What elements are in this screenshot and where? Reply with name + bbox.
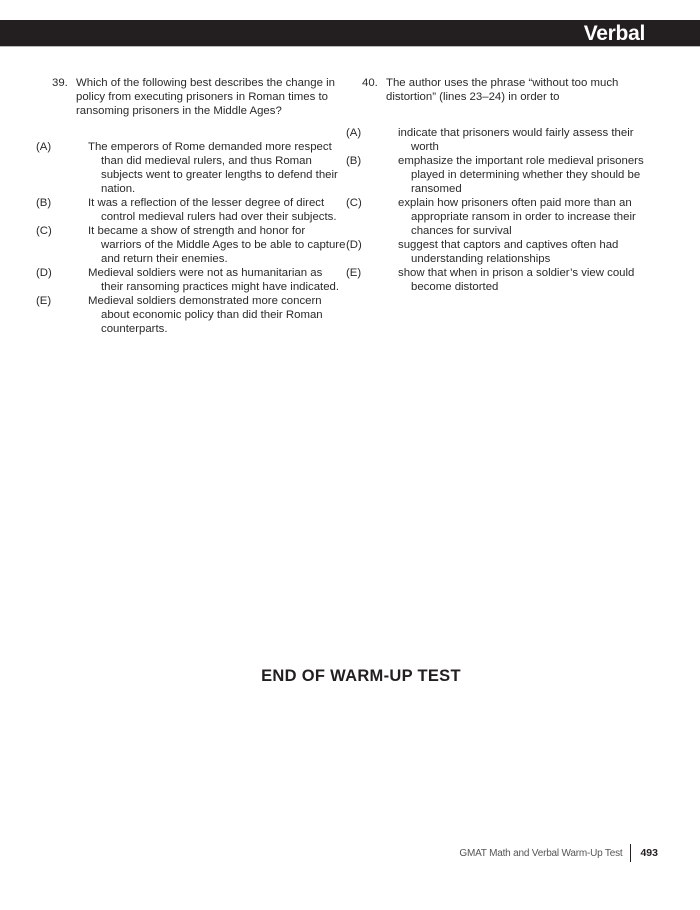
choice-text: Medieval soldiers demonstrated more concern about economic policy than did their Roman counterparts. [88, 295, 323, 335]
answer-choice-e[interactable] [36, 294, 347, 336]
answer-choice-d[interactable] [346, 238, 657, 266]
choice-text: emphasize the important role medieval prisoners played in determining whether they should be ransomed [398, 155, 644, 195]
choice-letter: (B) [346, 155, 362, 167]
page-footer [459, 845, 658, 861]
question-stem: The author uses the phrase “without too much distortion” (lines 23–24) in order to [386, 77, 619, 103]
choice-text: It became a show of strength and honor for warriors of the Middle Ages to be able to capture and return their enemies. [88, 225, 346, 265]
question-column-right [346, 76, 657, 294]
answer-choices [36, 140, 347, 336]
end-of-test-heading: END OF WARM-UP TEST [261, 667, 461, 685]
choice-letter: (D) [346, 239, 362, 251]
choice-letter: (A) [36, 141, 52, 153]
choice-text: The emperors of Rome demanded more respect than did medieval rulers, and thus Roman subjects went to greater lengths to defend their nation. [88, 141, 338, 195]
choice-letter: (B) [36, 197, 52, 209]
answer-choice-e[interactable] [346, 266, 657, 294]
question-number: 39. [52, 77, 68, 89]
question-column-left [36, 76, 347, 336]
answer-choice-a[interactable] [36, 140, 347, 196]
choice-letter: (C) [36, 225, 52, 237]
question-number: 40. [362, 77, 378, 89]
answer-choice-d[interactable] [36, 266, 347, 294]
choice-text: indicate that prisoners would fairly assess their worth [398, 127, 634, 153]
section-header-bar [0, 20, 700, 47]
page-number: 493 [640, 847, 658, 859]
choice-text: show that when in prison a soldier’s view could become distorted [398, 267, 635, 293]
running-title: GMAT Math and Verbal Warm-Up Test [459, 847, 623, 859]
question-stem: Which of the following best describes the change in policy from executing prisoners in Roman times to ransoming prisoners in the Middle Ages? [76, 77, 335, 117]
answer-choice-b[interactable] [36, 196, 347, 224]
choice-text: Medieval soldiers were not as humanitarian as their ransoming practices might have indicated. [88, 267, 340, 293]
question-40 [362, 76, 657, 104]
choice-letter: (D) [36, 267, 52, 279]
answer-choices [346, 126, 657, 294]
choice-text: explain how prisoners often paid more than an appropriate ransom in order to increase their chances for survival [398, 197, 636, 237]
answer-choice-c[interactable] [346, 196, 657, 238]
choice-text: suggest that captors and captives often had understanding relationships [398, 239, 619, 265]
answer-choice-c[interactable] [36, 224, 347, 266]
question-39 [52, 76, 347, 118]
choice-text: It was a reflection of the lesser degree of direct control medieval rulers had over their subjects. [88, 197, 337, 223]
section-title: Verbal [583, 22, 645, 45]
choice-letter: (A) [346, 127, 362, 139]
answer-choice-a[interactable] [346, 126, 657, 154]
choice-letter: (E) [36, 295, 52, 307]
answer-choice-b[interactable] [346, 154, 657, 196]
footer-divider [630, 844, 631, 862]
choice-letter: (C) [346, 197, 362, 209]
choice-letter: (E) [346, 267, 362, 279]
